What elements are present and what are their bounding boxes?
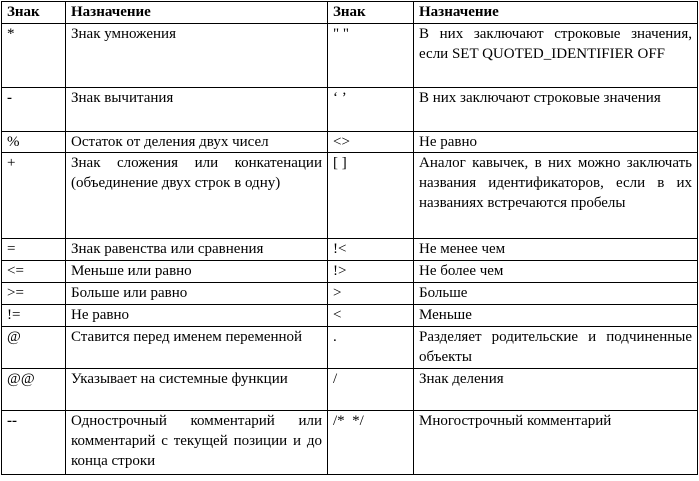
header-sign-1: Знак [2, 2, 66, 24]
sign-cell: <> [328, 132, 414, 153]
header-purpose-1: Назначение [66, 2, 328, 24]
purpose-cell: Не равно [66, 305, 328, 327]
purpose-cell: Больше или равно [66, 283, 328, 305]
sign-cell: > [328, 283, 414, 305]
sign-cell: !> [328, 261, 414, 283]
table-row [2, 327, 698, 369]
table-row [2, 153, 698, 239]
purpose-cell: В них заключают строковые значения, если SET QUOTED_IDENTIFIER OFF [414, 24, 698, 88]
purpose-cell: Остаток от деления двух чисел [66, 132, 328, 153]
sign-cell: /* */ [328, 411, 414, 475]
sign-cell: < [328, 305, 414, 327]
sign-cell: + [2, 153, 66, 239]
purpose-cell: Знак умножения [66, 24, 328, 88]
sign-cell: -- [2, 411, 66, 475]
purpose-cell: Знак вычитания [66, 88, 328, 132]
sign-cell: = [2, 239, 66, 261]
operators-table [1, 1, 698, 475]
sign-cell: <= [2, 261, 66, 283]
sign-cell: @ [2, 327, 66, 369]
sign-cell: != [2, 305, 66, 327]
table-row [2, 261, 698, 283]
sign-cell: % [2, 132, 66, 153]
sign-cell: ‘ ’ [328, 88, 414, 132]
purpose-cell: Ставится перед именем переменной [66, 327, 328, 369]
purpose-cell: Знак сложения или конкатенации (объединение двух строк в одну) [66, 153, 328, 239]
header-sign-2: Знак [328, 2, 414, 24]
sign-cell: [ ] [328, 153, 414, 239]
table-row [2, 88, 698, 132]
sign-cell: @@ [2, 369, 66, 411]
table-row [2, 24, 698, 88]
header-row [2, 2, 698, 24]
purpose-cell: Однострочный комментарий или комментарий с текущей позиции и до конца строки [66, 411, 328, 475]
sign-cell: " " [328, 24, 414, 88]
sign-cell: / [328, 369, 414, 411]
purpose-cell: Меньше или равно [66, 261, 328, 283]
purpose-cell: Знак деления [414, 369, 698, 411]
purpose-cell: Многострочный комментарий [414, 411, 698, 475]
header-purpose-2: Назначение [414, 2, 698, 24]
purpose-cell: В них заключают строковые значения [414, 88, 698, 132]
sign-cell: . [328, 327, 414, 369]
sign-cell: !< [328, 239, 414, 261]
table-row [2, 411, 698, 475]
table-row [2, 305, 698, 327]
table-row [2, 283, 698, 305]
purpose-cell: Меньше [414, 305, 698, 327]
purpose-cell: Не менее чем [414, 239, 698, 261]
purpose-cell: Аналог кавычек, в них можно заключать названия идентификаторов, если в их названиях встречаются пробелы [414, 153, 698, 239]
purpose-cell: Знак равенства или сравнения [66, 239, 328, 261]
sign-cell: * [2, 24, 66, 88]
purpose-cell: Разделяет родительские и подчиненные объекты [414, 327, 698, 369]
purpose-cell: Больше [414, 283, 698, 305]
purpose-cell: Не более чем [414, 261, 698, 283]
sign-cell: - [2, 88, 66, 132]
sign-cell: >= [2, 283, 66, 305]
table-row [2, 369, 698, 411]
table-row [2, 132, 698, 153]
purpose-cell: Не равно [414, 132, 698, 153]
purpose-cell: Указывает на системные функции [66, 369, 328, 411]
table-row [2, 239, 698, 261]
